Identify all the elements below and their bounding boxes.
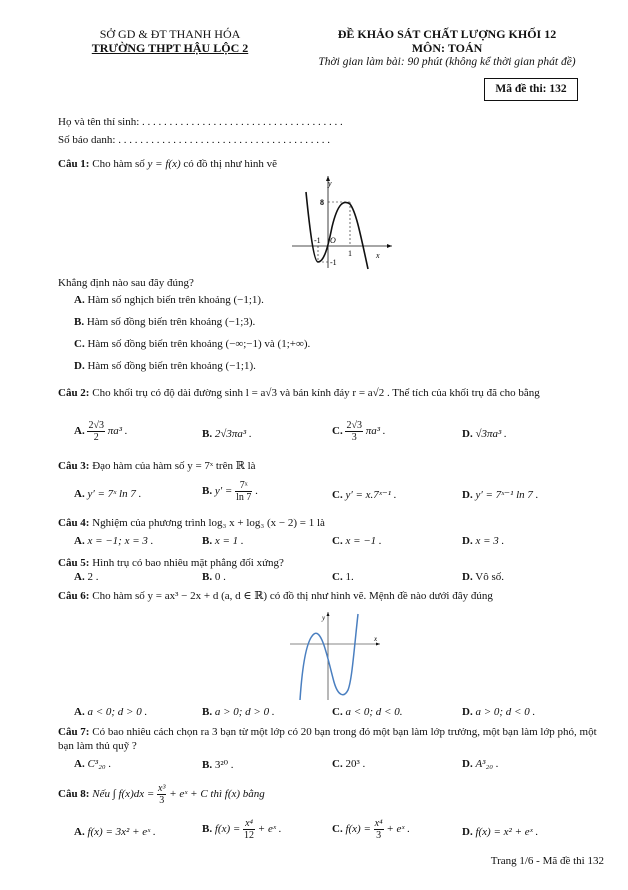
option-key: B. [202,571,213,583]
option-expr: y′ = 7ˣ ln 7 . [87,488,142,500]
q5-option-b[interactable] [202,571,226,583]
option-expr: 2 . [87,571,99,583]
option-expr: + eˣ . [386,823,410,836]
question-label: Câu 7: [58,726,90,738]
denominator: 3 [351,432,357,443]
option-key: A. [74,535,85,547]
option-key: A. [74,425,85,438]
numerator: x⁴ [374,818,383,829]
question-label: Câu 6: [58,590,90,602]
question-expr: + eˣ + C thì f(x) bằng [169,788,265,801]
question-text: Cho hàm số y = ax³ − 2x + d (a, d ∈ ℝ) có đồ thị như hình vẽ. Mệnh đề nào dưới đây đúng [92,590,493,602]
question-7 [58,725,606,753]
option-key: B. [202,759,213,771]
option-key: C. [74,338,85,350]
question-label: Câu 5: [58,557,90,569]
y-axis-label: y [322,614,326,622]
option-text: Hàm số đồng biến trên khoảng [87,338,223,350]
question-label: Câu 2: [58,387,90,399]
q4-option-b[interactable] [202,535,244,547]
page-footer: Trang 1/6 - Mã đề thi 132 [490,855,604,867]
x-axis-arrow [387,244,392,248]
option-expr: y′ = 7ˣ⁻¹ ln 7 . [475,489,539,501]
q2-option-c[interactable] [332,420,386,443]
option-expr: (−1;1). [233,294,264,306]
q4-option-c[interactable] [332,535,382,547]
option-expr: x = 3 . [475,535,505,547]
fraction [243,818,255,841]
option-key: A. [74,758,85,770]
option-expr: f(x) = [214,823,241,836]
tick-label-neg1-x: -1 [314,236,321,245]
q8-option-d[interactable] [462,826,538,838]
q6-function-graph [288,610,384,702]
department-name: SỞ GD & ĐT THANH HÓA [99,27,241,41]
option-key: C. [332,571,343,583]
denominator: 2 [93,432,99,443]
question-label: Câu 4: [58,517,90,529]
option-expr: + eˣ . [257,823,282,836]
option-key: C. [332,535,343,547]
option-key: D. [462,706,473,718]
fraction [374,818,384,841]
option-expr: πa³ . [365,425,386,438]
curve [306,192,368,269]
curve [300,614,358,700]
student-id-line: Số báo danh: . . . . . . . . . . . . . . . . . . . . . . . . . . . . . . . . . . . . . . . [58,134,330,146]
option-expr: 20³ . [345,758,366,770]
option-key: D. [462,535,473,547]
q7-option-a[interactable] [74,758,111,770]
question-text: Cho khối trụ có độ dài đường sinh l = a√3 và bán kính đáy r = a√2 . Thể tích của khối trụ đã cho bằng [92,387,540,399]
tick-label-1: 1 [348,249,352,258]
question-text: Có bao nhiêu cách chọn ra 3 bạn từ một lớp có 20 bạn trong đó một bạn làm lớp trưởng, một bạn làm lớp phó, một bạn làm thủ quỹ ? [58,726,597,752]
q5-option-a[interactable] [74,571,98,583]
exam-code-box: Mã đề thi: 132 [484,78,578,101]
option-expr: (−1;1). [225,360,256,372]
q1-option-b[interactable] [74,316,255,328]
q1-option-a[interactable] [74,294,264,306]
denominator: 3 [159,795,165,806]
option-expr: y′ = x.7ˣ⁻¹ . [345,489,397,501]
question-6 [58,589,606,603]
q4-option-d[interactable] [462,535,504,547]
q3-option-c[interactable] [332,488,397,501]
option-expr: (−1;3). [224,316,256,328]
question-3 [58,459,606,473]
option-key: D. [462,826,473,838]
question-text: Đạo hàm của hàm số y = 7ˣ trên ℝ là [92,460,256,472]
option-key: D. [462,428,473,440]
header-right [292,27,602,69]
y-axis-arrow [327,612,330,616]
q7-option-b[interactable] [202,758,234,771]
option-expr: a > 0; d < 0 . [475,706,536,718]
option-key: A. [74,826,85,838]
q7-option-c[interactable] [332,758,365,770]
q1-option-d[interactable] [74,360,256,372]
option-key: C. [332,823,343,836]
question-expr: y = f(x) [147,158,181,170]
question-label: Câu 8: [58,788,90,801]
option-key: A. [74,706,85,718]
option-text: Hàm số nghịch biến trên khoảng [87,294,231,306]
option-expr: C³₂₀ . [87,758,112,770]
denominator: ln 7 [236,492,252,503]
option-expr: x = −1; x = 3 . [87,535,154,547]
q3-option-b[interactable] [202,480,258,503]
q6-option-d[interactable] [462,706,535,718]
option-expr: a < 0; d < 0. [345,706,403,718]
fraction [345,420,363,443]
q6-option-b[interactable] [202,706,275,718]
option-expr: f(x) = 3x² + eˣ . [87,826,156,838]
x-axis-label: x [376,251,380,260]
option-key: C. [332,758,343,770]
option-expr: Vô số. [475,571,504,583]
numerator: 2√3 [346,420,362,431]
option-key: B. [202,823,213,836]
option-key: A. [74,488,85,500]
question-text: Nghiệm của phương trình log₃ x + log₃ (x − 2) = 1 là [92,517,325,529]
q1-option-c[interactable] [74,338,310,350]
option-key: D. [462,758,473,770]
q8-option-c[interactable] [332,818,410,841]
question-label: Câu 1: [58,158,90,170]
question-expr: Nếu ∫ f(x)dx = [92,788,155,801]
origin-label: O [330,236,336,245]
option-key: D. [462,489,473,501]
q2-option-d[interactable] [462,428,507,440]
q3-option-d[interactable] [462,488,538,501]
q8-option-b[interactable] [202,818,281,841]
numerator: 7ˣ [235,480,252,492]
q2-option-b[interactable] [202,428,252,440]
denominator: 3 [376,830,382,841]
option-expr: (−∞;−1) và (1;+∞). [225,338,311,350]
question-1 [58,157,606,171]
option-text: Hàm số đồng biến trên khoảng [87,360,223,372]
fraction [235,480,252,503]
time-note: Thời gian làm bài: 90 phút (không kể thời gian phát đề) [318,56,576,68]
question-text: Cho hàm số [92,158,145,170]
option-expr: 2√3πa³ . [214,428,252,440]
option-expr: 1. [345,571,354,583]
option-expr: √3πa³ . [475,428,507,440]
q5-option-c[interactable] [332,571,354,583]
q7-option-d[interactable] [462,758,499,770]
exam-title: ĐỀ KHẢO SÁT CHẤT LƯỢNG KHỐI 12 [337,27,557,41]
option-expr: f(x) = [345,823,371,836]
q1-prompt: Khẳng định nào sau đây đúng? [58,277,194,289]
option-key: B. [202,485,213,498]
q5-option-d[interactable] [462,571,504,583]
question-4 [58,516,606,530]
option-expr: . [255,485,258,498]
q1-function-graph [288,172,396,272]
student-name-line: Họ và tên thí sinh: . . . . . . . . . . . . . . . . . . . . . . . . . . . . . . . . . . . . . [58,116,343,128]
option-key: B. [202,535,213,547]
subject-name: MÔN: TOÁN [411,41,483,55]
option-key: C. [332,706,343,718]
numerator: x⁴ [243,818,255,830]
question-2 [58,386,606,400]
option-expr: 3²⁰ . [214,759,234,771]
q3-option-a[interactable] [74,488,141,500]
tick-label-8: 8 [320,198,324,207]
fraction [157,783,166,806]
question-label: Câu 3: [58,460,90,472]
q4-option-a[interactable] [74,535,153,547]
x-axis-label: x [374,635,378,643]
fraction [87,420,105,443]
header-left [60,27,280,55]
option-expr: πa³ . [107,425,128,438]
option-expr: a > 0; d > 0 . [214,706,275,718]
option-key: B. [74,316,85,328]
option-text: Hàm số đồng biến trên khoảng [86,316,223,328]
question-8 [58,783,606,806]
option-expr: f(x) = x² + eˣ . [475,826,539,838]
option-key: A. [74,571,85,583]
option-expr: x = −1 . [345,535,382,547]
y-axis-label: y [328,179,332,188]
q6-option-a[interactable] [74,706,147,718]
question-text: Hình trụ có bao nhiêu mặt phẳng đối xứng? [92,557,284,569]
option-expr: x = 1 . [214,535,244,547]
option-expr: a < 0; d > 0 . [87,706,148,718]
option-key: B. [202,706,213,718]
option-key: C. [332,489,343,501]
option-key: B. [202,428,213,440]
tick-label-neg1-y: -1 [330,258,337,267]
q2-option-a[interactable] [74,420,128,443]
q8-option-a[interactable] [74,826,156,838]
question-5 [58,556,606,570]
question-text: có đồ thị như hình vẽ [183,158,278,170]
q6-option-c[interactable] [332,706,402,718]
option-expr: y′ = [214,485,233,498]
option-key: A. [74,294,85,306]
option-key: D. [462,571,473,583]
numerator: x³ [158,783,166,794]
option-key: D. [74,360,85,372]
option-expr: A³₂₀ . [475,758,499,770]
option-expr: 0 . [214,571,226,583]
option-key: C. [332,425,343,438]
denominator: 12 [244,830,255,841]
school-name: TRƯỜNG THPT HẬU LỘC 2 [91,41,249,55]
numerator: 2√3 [88,420,104,431]
